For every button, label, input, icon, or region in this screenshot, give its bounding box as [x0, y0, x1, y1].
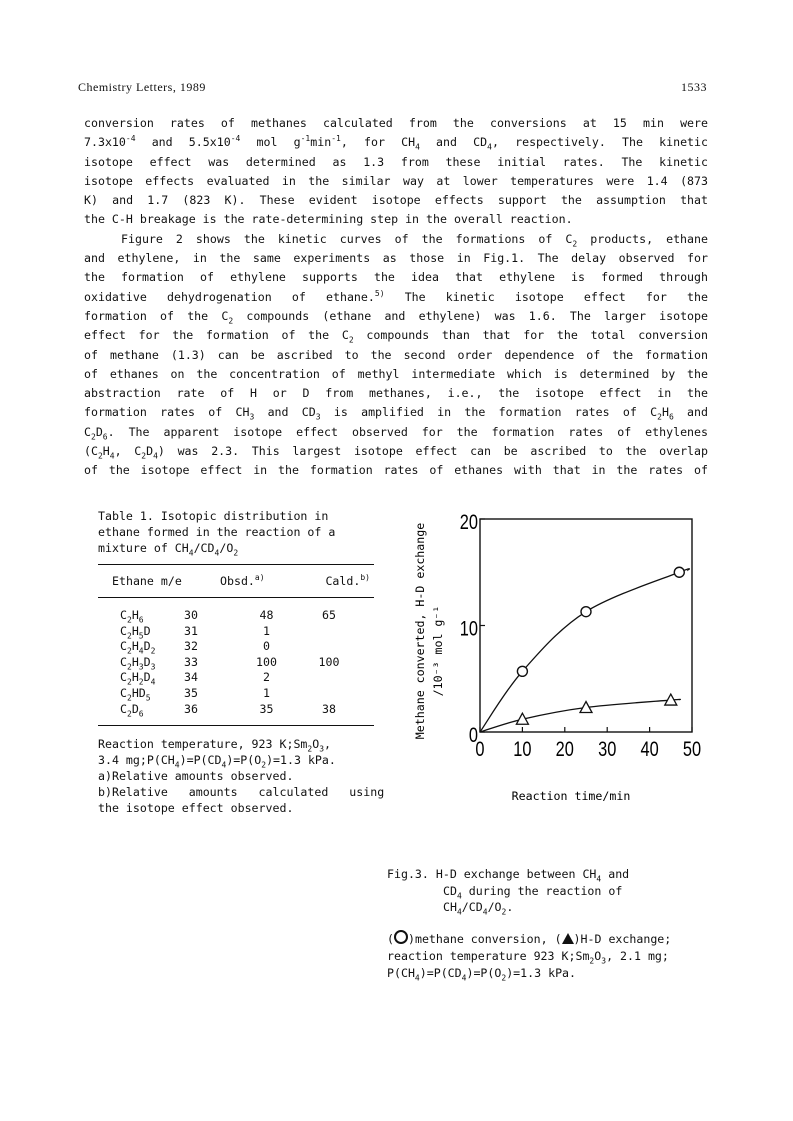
cell-cald — [299, 639, 359, 655]
table-row — [98, 639, 374, 655]
cell-compound: $C_2HD_5$ — [120, 685, 151, 703]
circle-point — [581, 607, 591, 617]
running-header-journal: Chemistry Letters, 1989 — [78, 80, 206, 94]
fig3-chart — [400, 500, 730, 815]
cell-compound: $C_2H_3D_3$ — [120, 654, 156, 672]
cell-cald — [299, 670, 359, 686]
table-row — [98, 670, 374, 686]
cell-cald: 38 — [322, 701, 336, 716]
cell-obsd: 2 — [263, 670, 270, 685]
cell-me: 35 — [184, 685, 198, 700]
cell-me: 34 — [184, 670, 198, 685]
cell-compound: $C_2H_5D$ — [120, 623, 151, 640]
y-axis-label: Methane converted, H-D exchange — [413, 522, 427, 740]
body-text: conversion rates of methanes calculated from the conversions at 15 min were $7.3x10^{-4}$ and $5.5x10^{-4}$ mol $g^{-1}\min^{-1}$, for $CH_4$ and $CD_4$, respectively. The kinetic isotope effect was determined as 1.3 from these initial rates. The kinetic isotope effects evaluated in the similar way at lower temperatures were 1.4 (873 K) and 1.7 (823 K). These evident isotope effects support the assumption that the C-H breakage is the rate-determining step in the overall reaction. Figure 2 shows the kinetic curves of the formations of $C_2$ products, ethane and ethylene, in the same experiments as those in Fig.1. The delay observed for the formation of ethylene supports the idea that ethylene is formed through oxidative dehydrogenation of ethane.$^{5)}$ The kinetic isotope effect for the formation of the $C_2$ compounds (ethane and ethylene) was 1.6. The larger isotope effect for the formation of the $C_2$ compounds than that for the total conversion of methane (1.3) can be ascribed to the second order dependence of the formation of ethanes on the concentration of methyl intermediate which is determined by the abstraction rate of H or D from methanes, i.e., the isotope effect in the formation rates of $CH_3$ and $CD_3$ is amplified in the formation rates of $C_2H_6$ and $C_2D_6$. The apparent isotope effect observed for the formation rates of ethylenes ($C_2H_4$, $C_2D_4$) was 2.3. This largest isotope effect can be ascribed to the overlap of the isotope effect in the formation rates of ethanes with that in the rates of — [84, 116, 708, 478]
cell-cald: 100 — [318, 654, 340, 669]
y-tick-label: 20 — [459, 510, 478, 534]
table-row — [98, 686, 374, 702]
cell-obsd: 1 — [263, 685, 270, 700]
col-header-ethane: Ethane m/e — [112, 574, 182, 588]
cell-me: 31 — [184, 623, 198, 638]
table-notes: Reaction temperature, 923 $K;Sm_2O_3$, 3.4 $mg;P(CH_4)=P(CD_4)=P(O_2)=1.3$ kPa. a)Relative amounts observed. b)Relative amounts calculated using the isotope effect observed. — [98, 737, 385, 816]
cell-cald: 65 — [322, 608, 336, 622]
cell-compound: $C_2H_6$ — [120, 608, 144, 625]
y-axis-label-units: /10⁻³ mol g⁻¹ — [431, 605, 445, 697]
table-header — [98, 565, 374, 597]
cell-obsd: 1 — [263, 623, 270, 638]
y-tick-label: 10 — [459, 616, 478, 640]
circle-marker-icon — [394, 930, 408, 944]
table-row — [98, 608, 374, 624]
cell-obsd: 100 — [256, 654, 277, 669]
plot-frame — [480, 519, 692, 732]
series-curve — [480, 699, 680, 732]
x-axis-label: Reaction time/min — [511, 789, 631, 803]
x-tick-label: 0 — [475, 737, 485, 761]
x-tick-label: 10 — [513, 737, 532, 761]
cell-compound: $C_2H_4D_2$ — [120, 639, 156, 656]
cell-me: 36 — [184, 701, 198, 716]
cell-obsd: 35 — [259, 701, 274, 716]
table-caption: Table 1. Isotopic distribution in ethane formed in the reaction of a mixture of $CH_4/CD_4/O_2$ — [98, 509, 336, 558]
figure-legend: ( )methane conversion, ( )H-D exchange; reaction temperature 923 $K;Sm_2O_3$, 2.1 mg; $P(CH_4)=P(CD_4)=P(O_2)=1.3$ kPa. — [387, 932, 672, 983]
x-tick-label: 20 — [555, 737, 574, 761]
cell-compound: $C_2D_6$ — [120, 701, 144, 718]
cell-cald — [299, 686, 359, 702]
cell-compound: $C_2H_2D_4$ — [120, 670, 156, 687]
cell-me: 32 — [184, 639, 198, 654]
cell-me: 33 — [184, 654, 198, 669]
figure-caption: Fig.3. H-D exchange between $CH_4$ and $CD_4$ during the reaction of $CH_4/CD_4/O_2$. — [387, 867, 630, 917]
table-row — [98, 655, 374, 671]
x-tick-label: 50 — [682, 737, 702, 761]
table-row — [98, 624, 374, 640]
cell-obsd: 48 — [259, 608, 274, 622]
isotope-table — [98, 508, 385, 816]
page-number: 1533 — [681, 80, 707, 94]
table-row — [98, 702, 374, 718]
col-header-cald: Cald.$^{b)}$ — [325, 573, 370, 588]
cell-obsd: 0 — [263, 639, 270, 654]
x-tick-label: 30 — [598, 737, 617, 761]
cell-me: 30 — [184, 608, 198, 622]
col-header-obsd: Obsd.$^{a)}$ — [220, 573, 265, 588]
triangle-marker-icon — [562, 933, 574, 944]
cell-cald — [299, 624, 359, 640]
y-tick-label: 0 — [468, 723, 478, 747]
x-tick-label: 40 — [640, 737, 659, 761]
circle-point — [674, 567, 684, 577]
circle-point — [517, 666, 527, 676]
